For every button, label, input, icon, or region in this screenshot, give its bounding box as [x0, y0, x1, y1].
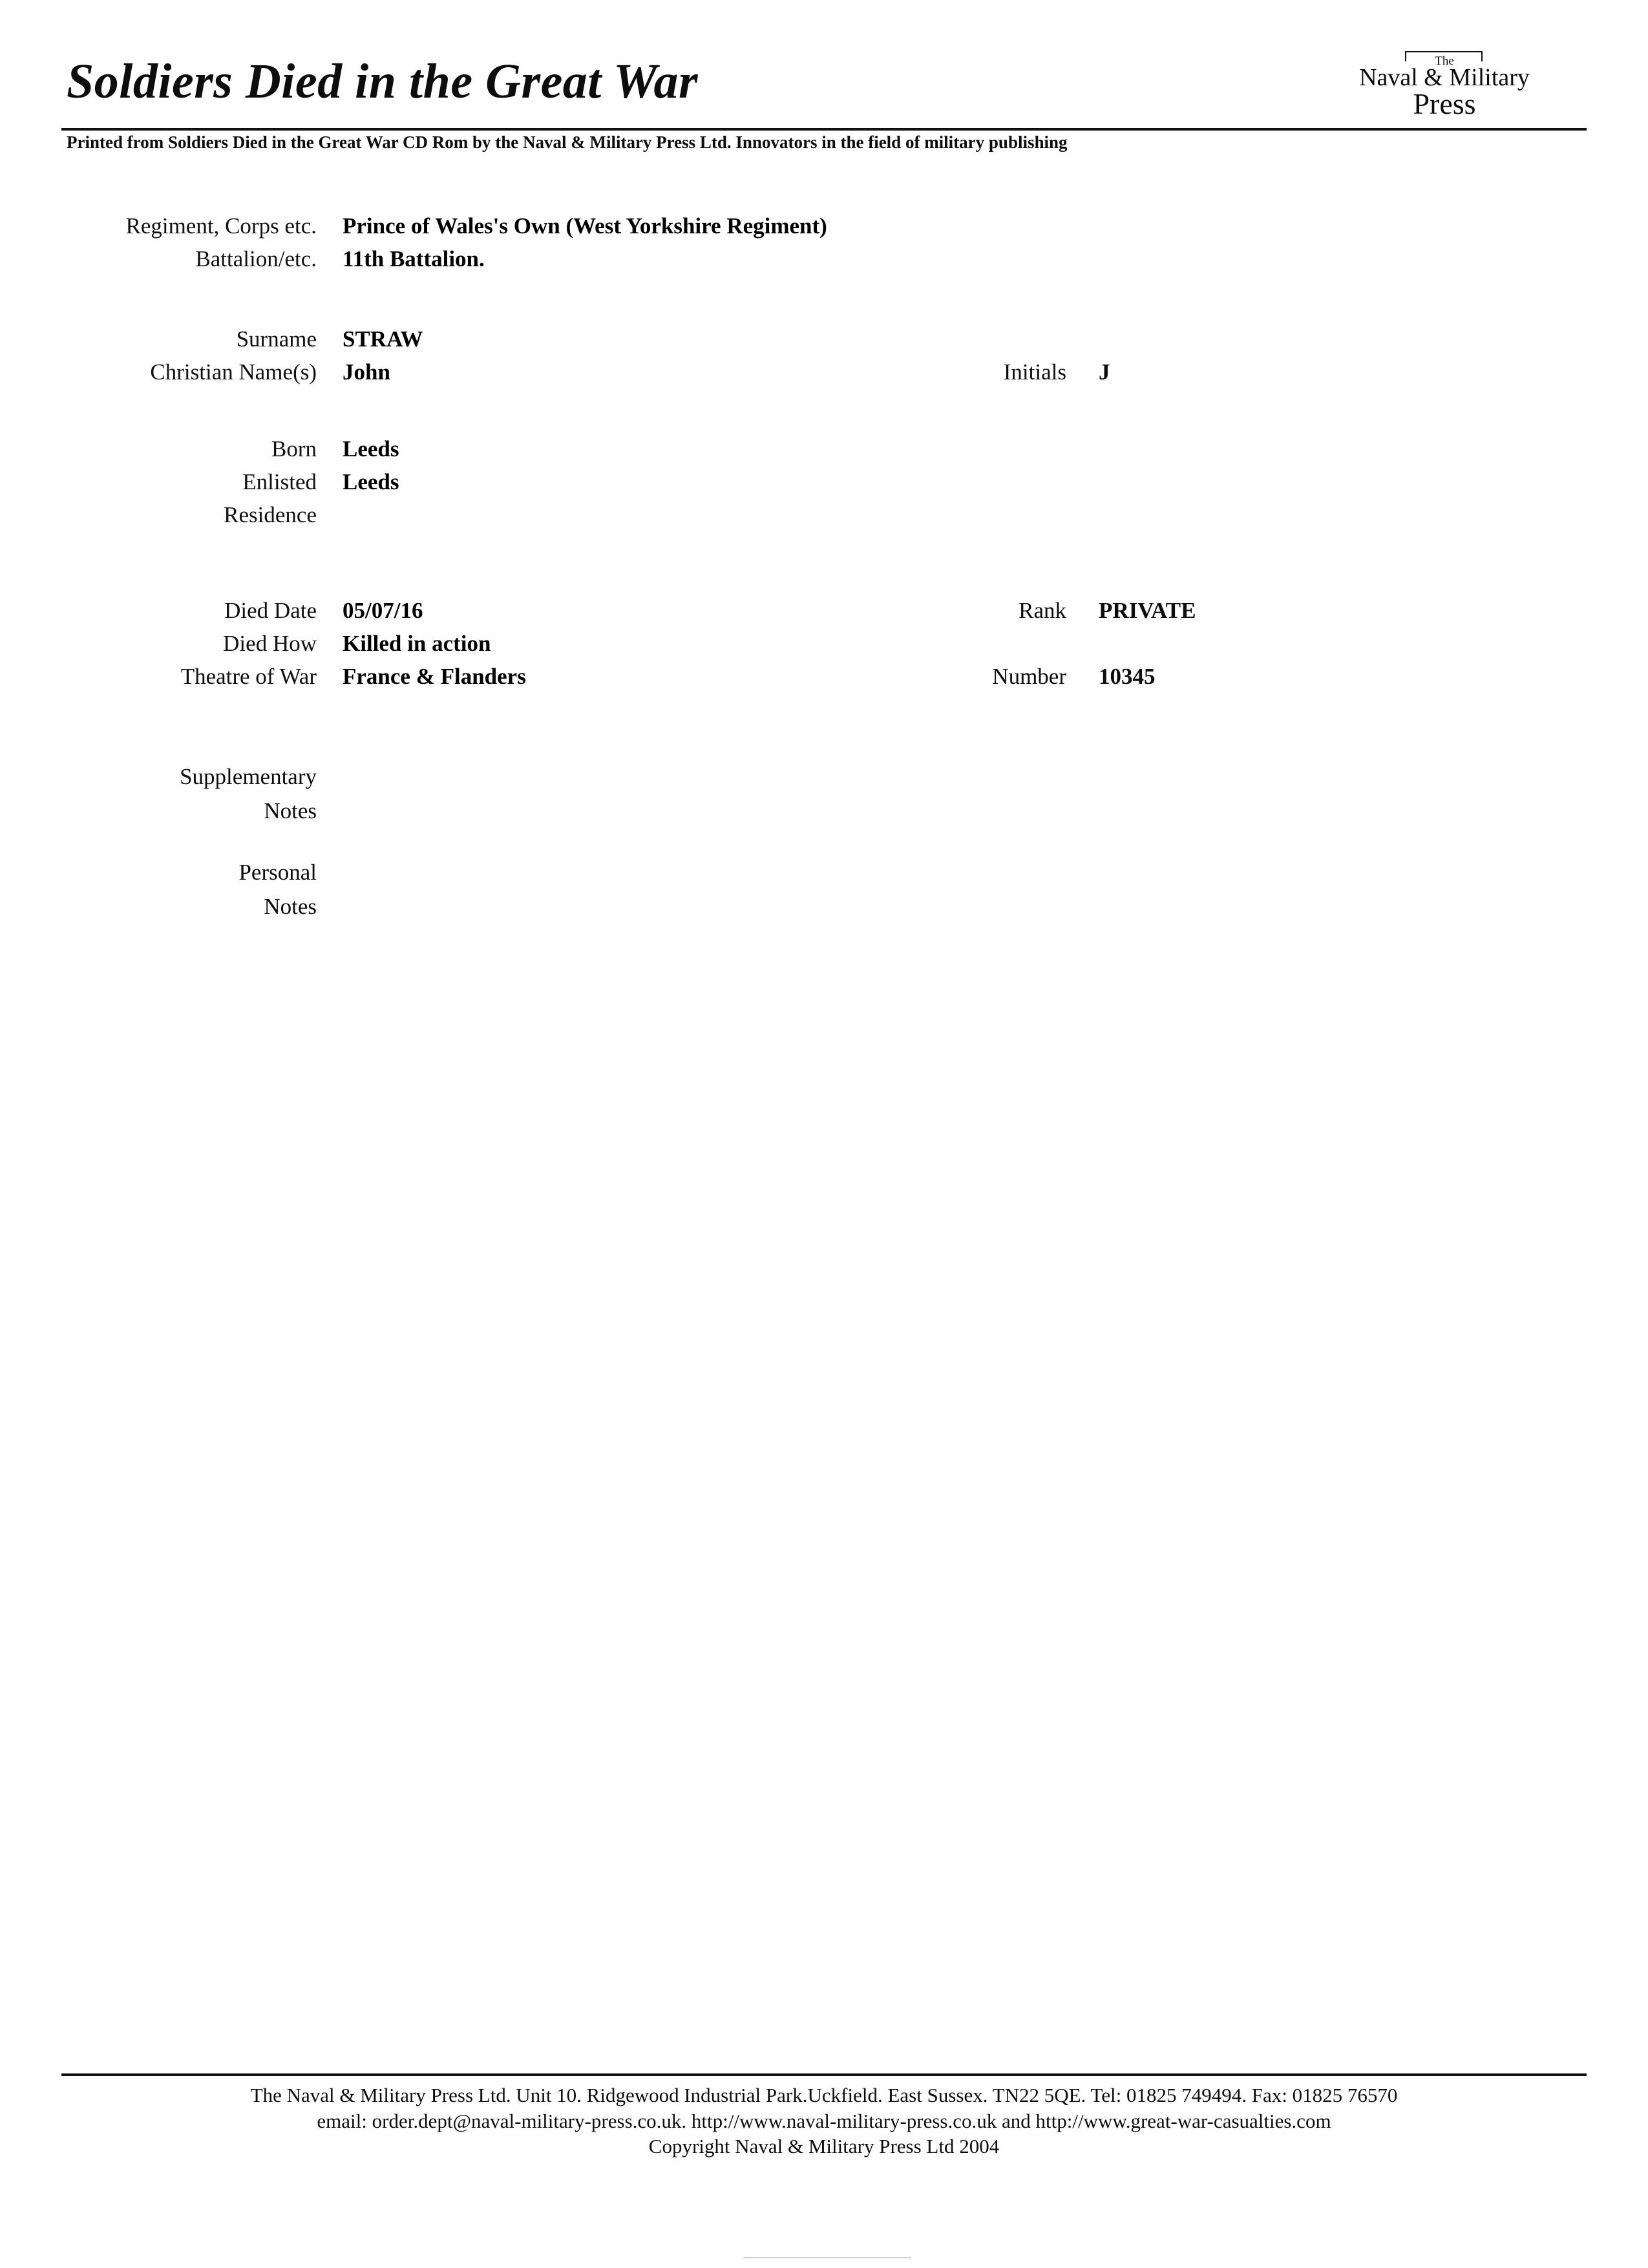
page-title: Soldiers Died in the Great War	[67, 54, 699, 109]
battalion-row	[0, 246, 1648, 276]
header-subtitle: Printed from Soldiers Died in the Great War CD Rom by the Naval & Military Press Ltd. Innovators in the field of military publishing	[67, 132, 1068, 152]
theatre-of-war-value: France & Flanders	[343, 664, 526, 689]
personal-notes-label	[19, 855, 317, 924]
regiment-value: Prince of Wales's Own (West Yorkshire Regiment)	[343, 213, 827, 238]
name-block	[0, 326, 1648, 386]
theatre-row	[0, 664, 1648, 694]
supplementary-notes-label-line1: Supplementary	[180, 764, 317, 789]
died-how-label: Died How	[223, 631, 317, 656]
initials-label: Initials	[1003, 359, 1066, 385]
died-how-row	[0, 631, 1648, 661]
battalion-label: Battalion/etc.	[195, 246, 317, 271]
christian-name-value: John	[343, 359, 390, 385]
christian-name-label: Christian Name(s)	[150, 359, 317, 385]
died-date-row	[0, 598, 1648, 628]
page-bottom-edge	[0, 2243, 1648, 2268]
rank-label: Rank	[1019, 598, 1066, 623]
number-value: 10345	[1099, 664, 1156, 689]
initials-value: J	[1099, 359, 1110, 385]
number-label: Number	[992, 664, 1066, 689]
regiment-row	[0, 213, 1648, 243]
enlisted-value: Leeds	[343, 469, 399, 494]
publisher-press: Press	[1413, 87, 1476, 120]
residence-label: Residence	[224, 502, 317, 527]
scan-edge-mark	[743, 2257, 911, 2258]
enlisted-label: Enlisted	[242, 469, 317, 494]
enlisted-row	[0, 469, 1648, 499]
origin-block	[0, 436, 1648, 525]
theatre-of-war-label: Theatre of War	[180, 664, 317, 689]
surname-value: STRAW	[343, 326, 423, 352]
supplementary-notes-label	[19, 759, 317, 828]
surname-row	[0, 326, 1648, 356]
personal-notes-label-line1: Personal	[238, 860, 317, 885]
died-date-label: Died Date	[224, 598, 317, 623]
publisher-the: The	[1435, 54, 1454, 68]
footer-address-line: The Naval & Military Press Ltd. Unit 10. Ridgewood Industrial Park.Uckfield. East Sussex. TN22 5QE. Tel: 01825 749494. Fax: 01825 76570	[250, 2084, 1398, 2106]
supplementary-notes-label-line2: Notes	[264, 798, 317, 823]
death-block	[0, 598, 1648, 687]
surname-label: Surname	[236, 326, 317, 352]
header-divider	[61, 128, 1587, 131]
footer-copyright-line: Copyright Naval & Military Press Ltd 2004	[648, 2135, 1000, 2158]
document-footer	[61, 2083, 1587, 2159]
regiment-block	[0, 213, 1648, 273]
born-row	[0, 436, 1648, 466]
born-label: Born	[271, 436, 317, 461]
regiment-label: Regiment, Corps etc.	[125, 213, 317, 238]
footer-divider	[61, 2073, 1587, 2076]
died-how-value: Killed in action	[343, 631, 491, 656]
rank-value: PRIVATE	[1099, 598, 1196, 623]
logo-bracket-icon	[1405, 51, 1483, 61]
document-header	[61, 36, 1587, 165]
footer-contact-line: email: order.dept@naval-military-press.co.uk. http://www.naval-military-press.co.uk and http://www.great-war-casualties.com	[317, 2109, 1331, 2132]
battalion-value: 11th Battalion.	[343, 246, 485, 271]
personal-notes-label-line2: Notes	[264, 894, 317, 919]
residence-row	[0, 502, 1648, 532]
died-date-value: 05/07/16	[343, 598, 423, 623]
born-value: Leeds	[343, 436, 399, 461]
publisher-logo	[1309, 55, 1580, 120]
publisher-name: Naval & Military	[1359, 63, 1530, 91]
christian-name-row	[0, 359, 1648, 389]
